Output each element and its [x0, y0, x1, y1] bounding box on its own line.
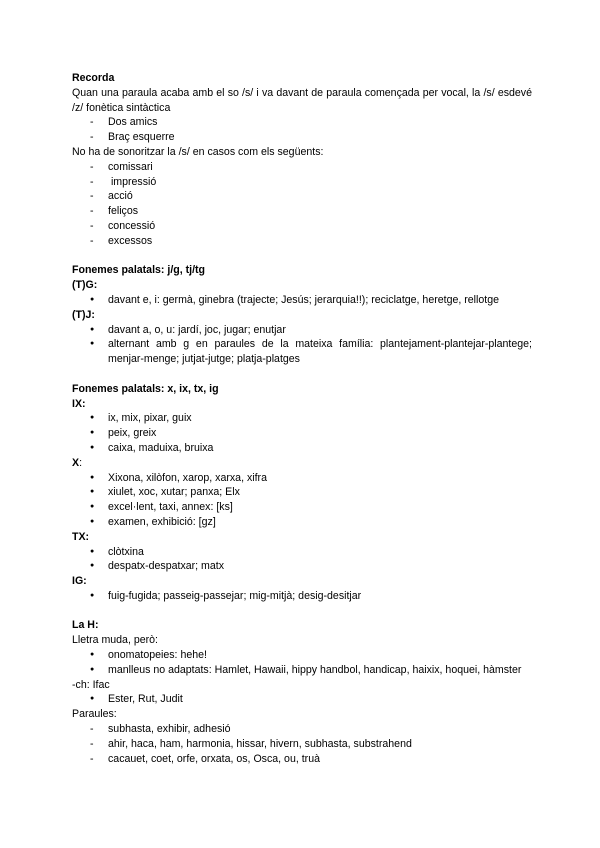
list-item: - concessió: [72, 219, 532, 234]
dash-list-exceptions: [72, 160, 532, 249]
list-item: - cacauet, coet, orfe, orxata, os, Osca, ou, truà: [72, 752, 532, 767]
list-item: - feliços: [72, 204, 532, 219]
list-item: ● caixa, maduixa, bruixa: [72, 441, 532, 456]
subheading-ix: IX:: [72, 397, 86, 410]
section-title-la-h: La H:: [72, 619, 99, 632]
list-item: - subhasta, exhibir, adhesió: [72, 722, 532, 737]
list-item: ● despatx-despatxar; matx: [72, 559, 532, 574]
list-item: ● manlleus no adaptats: Hamlet, Hawaii, hippy handbol, handicap, haixix, hoquei, hàmster: [72, 663, 532, 678]
list-item: - Dos amics: [72, 115, 532, 130]
list-item: ● onomatopeies: hehe!: [72, 648, 532, 663]
list-item: - comissari: [72, 160, 532, 175]
list-item: - impressió: [72, 175, 532, 190]
list-item: ● peix, greix: [72, 426, 532, 441]
list-item: ● ix, mix, pixar, guix: [72, 411, 532, 426]
paragraph-no-sonoritzar: No ha de sonoritzar la /s/ en casos com els següents:: [72, 145, 324, 158]
list-item: - Braç esquerre: [72, 130, 532, 145]
list-item: - ahir, haca, ham, harmonia, hissar, hivern, subhasta, substrahend: [72, 737, 532, 752]
spacer: [72, 249, 532, 264]
subheading-x: X:: [72, 456, 83, 469]
list-item: ● xiulet, xoc, xutar; panxa; Elx: [72, 485, 532, 500]
list-item: ● clòtxina: [72, 545, 532, 560]
list-item: - excessos: [72, 234, 532, 249]
spacer: [72, 367, 532, 382]
list-item: ● excel·lent, taxi, annex: [ks]: [72, 500, 532, 515]
list-item: ● davant a, o, u: jardí, joc, jugar; enutjar: [72, 323, 532, 338]
list-item: ● Ester, Rut, Judit: [72, 692, 532, 707]
section-title-palatals-x: Fonemes palatals: x, ix, tx, ig: [72, 382, 219, 395]
paragraph-ch: -ch: Ifac: [72, 678, 110, 691]
subheading-ig: IG:: [72, 575, 87, 588]
list-item: ● fuig-fugida; passeig-passejar; mig-mitjà; desig-desitjar: [72, 589, 532, 604]
list-item: ● alternant amb g en paraules de la mateixa família: plantejament-plantejar-plantege; menjar-menge; jutjat-jutge; platja-platges: [72, 337, 532, 367]
subheading-tx: TX:: [72, 530, 90, 543]
list-item: ● Xixona, xilòfon, xarop, xarxa, xifra: [72, 471, 532, 486]
list-item: ● examen, exhibició: [gz]: [72, 515, 532, 530]
dash-list-examples: [72, 115, 532, 145]
section-title-recorda: Recorda: [72, 72, 115, 84]
list-item: - acció: [72, 189, 532, 204]
dash-list-paraules: [72, 722, 532, 766]
subheading-tj: (T)J:: [72, 308, 95, 321]
paragraph-paraules: Paraules:: [72, 708, 117, 721]
subheading-tg: (T)G:: [72, 279, 98, 292]
list-item: ● davant e, i: germà, ginebra (trajecte; Jesús; jerarquia!!); reciclatge, heretge, rellotge: [72, 293, 532, 308]
spacer: [72, 604, 532, 619]
paragraph-lletra-muda: Lletra muda, però:: [72, 634, 158, 647]
section-title-palatals-j-g: Fonemes palatals: j/g, tj/tg: [72, 264, 206, 277]
document-page: [72, 71, 532, 766]
paragraph-sonoritzacio: Quan una paraula acaba amb el so /s/ i va davant de paraula començada per vocal, la /s/ esdevé /z/ fonètica sintàctica: [72, 86, 532, 114]
